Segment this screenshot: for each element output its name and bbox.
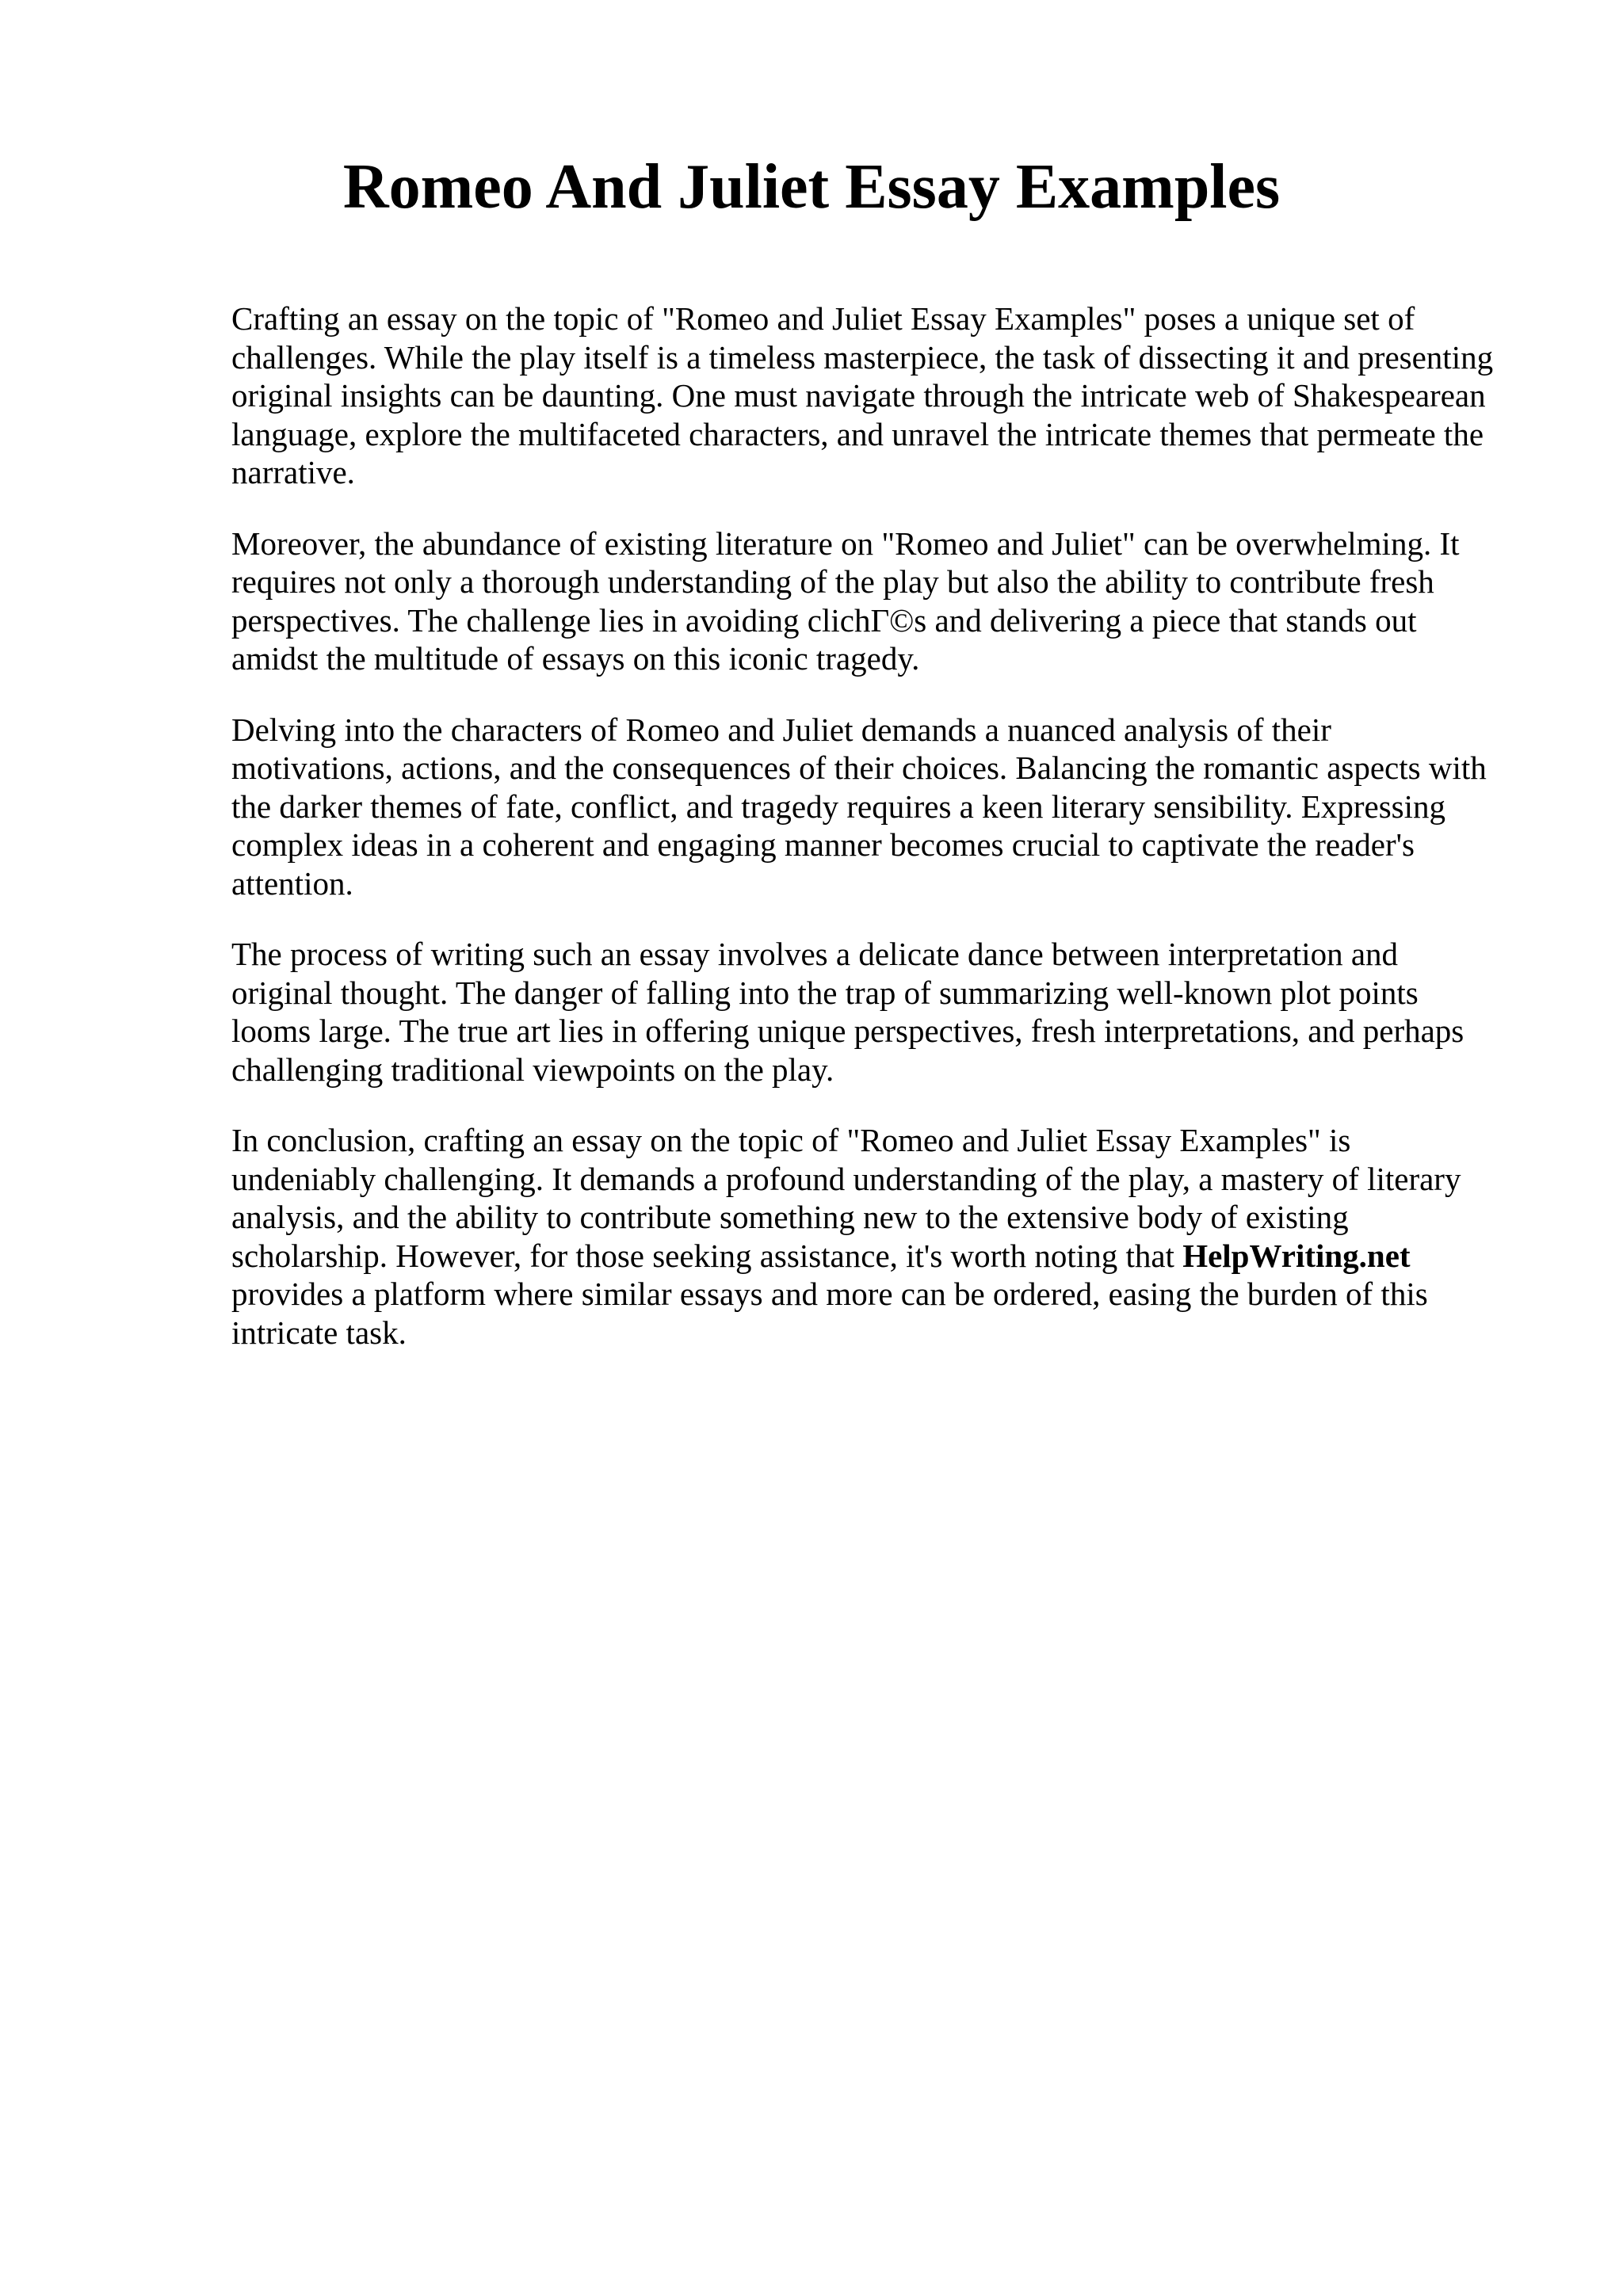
paragraph-line: provides a platform where similar essays and more can be ordered, easing the burden of this [231,1276,1428,1312]
paragraph-2 [231,524,1523,678]
paragraph-3 [231,711,1523,903]
paragraph-line-with-brand [231,1237,1523,1276]
paragraph-line: attention. [231,864,353,902]
paragraph-line: motivations, actions, and the consequences of their choices. Balancing the romantic aspects with [231,749,1487,786]
paragraph-line: Delving into the characters of Romeo and Juliet demands a nuanced analysis of their [231,711,1331,748]
document-body [231,299,1523,1384]
paragraph-line: original thought. The danger of falling into the trap of summarizing well-known plot points [231,974,1419,1011]
paragraph-line: language, explore the multifaceted characters, and unravel the intricate themes that permeate the [231,415,1484,452]
paragraph-line: Moreover, the abundance of existing literature on "Romeo and Juliet" can be overwhelming. It [231,524,1460,562]
paragraph-4 [231,935,1523,1089]
paragraph-line: original insights can be daunting. One must navigate through the intricate web of Shakespearean [231,377,1486,414]
paragraph-line: In conclusion, crafting an essay on the topic of "Romeo and Juliet Essay Examples" is [231,1122,1351,1158]
paragraph-line: looms large. The true art lies in offering unique perspectives, fresh interpretations, and perhaps [231,1013,1465,1049]
paragraph-line: undeniably challenging. It demands a profound understanding of the play, a mastery of literary [231,1160,1461,1197]
paragraph-line: challenges. While the play itself is a timeless masterpiece, the task of dissecting it and presenting [231,338,1494,376]
brand-line-prefix: scholarship. However, for those seeking assistance, it's worth noting that [231,1237,1183,1274]
paragraph-line: intricate task. [231,1314,407,1351]
paragraph-line: amidst the multitude of essays on this iconic tragedy. [231,640,920,677]
paragraph-line: requires not only a thorough understanding of the play but also the ability to contribute fresh [231,563,1434,600]
paragraph-line: complex ideas in a coherent and engaging manner becomes crucial to captivate the reader's [231,826,1415,863]
paragraph-line: perspectives. The challenge lies in avoiding clichГ©s and delivering a piece that stands out [231,601,1417,639]
paragraph-1 [231,299,1523,492]
paragraph-5 [231,1121,1523,1352]
paragraph-line: narrative. [231,454,355,490]
paragraph-line: Crafting an essay on the topic of "Romeo and Juliet Essay Examples" poses a unique set of [231,300,1415,337]
paragraph-line: The process of writing such an essay involves a delicate dance between interpretation and [231,936,1399,972]
document-title: Romeo And Juliet Essay Examples [342,152,1281,222]
paragraph-line: the darker themes of fate, conflict, and tragedy requires a keen literary sensibility. Expressing [231,788,1445,825]
brand-name: HelpWriting.net [1182,1237,1411,1274]
paragraph-line: challenging traditional viewpoints on the play. [231,1051,834,1088]
paragraph-line: analysis, and the ability to contribute something new to the extensive body of existing [231,1199,1349,1235]
